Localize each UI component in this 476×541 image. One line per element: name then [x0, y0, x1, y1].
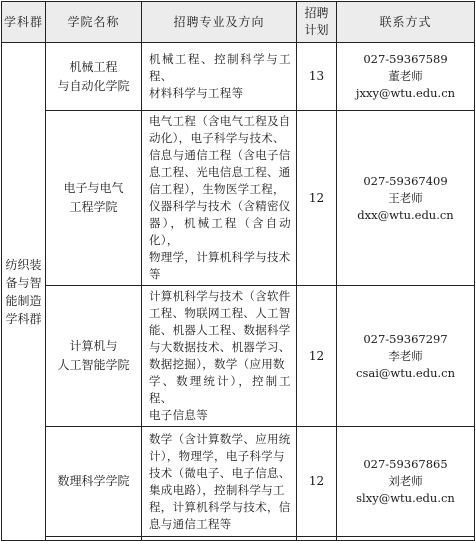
- contact-name: 董老师: [388, 69, 423, 83]
- field-line: 学、数理统计），控制工程、: [149, 374, 291, 405]
- field-line: 数据挖掘），数学（应用数: [149, 357, 285, 371]
- field-cell: [142, 111, 297, 286]
- plan-count: 12: [297, 286, 337, 427]
- field-line: 仪器科学与技术（含精密仪: [149, 199, 291, 213]
- field-line: 息工程、光电信息工程、通: [149, 165, 291, 179]
- empty-cell: [142, 537, 297, 541]
- college-cell: [46, 427, 142, 537]
- field-line: 信工程），生物医学工程，: [149, 182, 285, 196]
- contact-email[interactable]: slxy@wtu.edu.cn: [356, 491, 455, 505]
- table-row: [2, 111, 475, 286]
- contact-email[interactable]: dxx@wtu.edu.cn: [357, 207, 454, 222]
- header-group: 学科群: [2, 2, 46, 43]
- field-line: 集成电路），控制科学与工: [149, 482, 285, 497]
- group-label-line: 能制造: [5, 293, 42, 308]
- empty-cell: [46, 537, 142, 541]
- table-row: [2, 427, 475, 537]
- plan-count: 12: [297, 111, 337, 286]
- header-field: 招聘专业及方向: [142, 2, 297, 43]
- college-name-line: 计算机与: [69, 339, 118, 353]
- field-line: 程，计算机科学与技术，信: [149, 499, 291, 514]
- field-line: 计算机科学与技术（含软件: [149, 289, 291, 303]
- field-line: 等: [149, 267, 161, 281]
- college-name-line: 电子与电气: [63, 181, 124, 195]
- college-name-line: 机械工程: [69, 59, 118, 74]
- field-line: 能、机器人工程、数据科学: [149, 323, 291, 337]
- plan-count: 13: [297, 43, 337, 111]
- group-label-line: 纺织装: [5, 257, 42, 272]
- header-college: 学院名称: [46, 2, 142, 43]
- field-line: 动化），电子科学与技术、: [149, 131, 285, 145]
- plan-count: 12: [297, 427, 337, 537]
- field-line: 电子信息等: [149, 408, 208, 422]
- college-name-line: 工程学院: [69, 200, 118, 214]
- contact-cell: [337, 111, 475, 286]
- college-cell: [46, 286, 142, 427]
- field-line: 信息与通信工程（含电子信: [149, 148, 291, 162]
- field-line: 机械工程、控制科学与工程、: [149, 52, 291, 83]
- contact-phone: 027-59367409: [363, 173, 448, 188]
- table-row: [2, 286, 475, 427]
- college-cell: [46, 111, 142, 286]
- field-line: 工程、物联网工程、人工智: [149, 306, 291, 320]
- header-row: [2, 2, 475, 43]
- field-line: 息与通信工程等: [149, 516, 232, 531]
- field-line: 电气工程（含电气工程及自: [149, 114, 291, 128]
- group-label-line: 备与智: [5, 275, 42, 290]
- field-line: 材料科学与工程等: [149, 86, 244, 100]
- contact-cell: [337, 43, 475, 111]
- header-plan-line1: 招聘: [304, 6, 329, 20]
- field-line: 技术（微电子、电子信息、: [149, 465, 291, 480]
- recruitment-table: [1, 1, 475, 541]
- table-row-cut-off: [2, 537, 475, 541]
- contact-email[interactable]: csai@wtu.edu.cn: [356, 365, 455, 380]
- contact-name: 王老师: [388, 190, 423, 205]
- field-line: 数学（含计算数学、应用统: [149, 431, 291, 446]
- field-line: 与大数据技术、机器学习、: [149, 340, 291, 354]
- field-line: 计），物理学，电子科学与: [149, 448, 285, 463]
- field-line: 物理学，计算机科学与技术: [149, 250, 291, 264]
- college-name-line: 与自动化学院: [57, 78, 130, 93]
- contact-phone: 027-59367589: [363, 52, 448, 66]
- header-contact: 联系方式: [337, 2, 475, 43]
- contact-name: 刘老师: [388, 474, 423, 488]
- empty-cell: [337, 537, 475, 541]
- group-cell: [2, 43, 46, 541]
- contact-name: 李老师: [388, 348, 423, 363]
- college-name-line: 人工智能学院: [57, 358, 130, 372]
- contact-cell: [337, 286, 475, 427]
- group-label-line: 学科群: [5, 311, 42, 326]
- college-cell: [46, 43, 142, 111]
- header-plan: [297, 2, 337, 43]
- field-cell: [142, 427, 297, 537]
- empty-cell: [297, 537, 337, 541]
- field-cell: [142, 43, 297, 111]
- header-plan-line2: 计划: [304, 23, 329, 37]
- table-row: [2, 43, 475, 111]
- field-cell: [142, 286, 297, 427]
- contact-phone: 027-59367297: [363, 331, 448, 346]
- college-name-line: 数理科学学院: [57, 474, 130, 488]
- contact-cell: [337, 427, 475, 537]
- field-line: 器），机械工程（含自动化），: [149, 216, 291, 247]
- contact-email[interactable]: jxxy@wtu.edu.cn: [355, 86, 456, 100]
- contact-phone: 027-59367865: [363, 457, 448, 471]
